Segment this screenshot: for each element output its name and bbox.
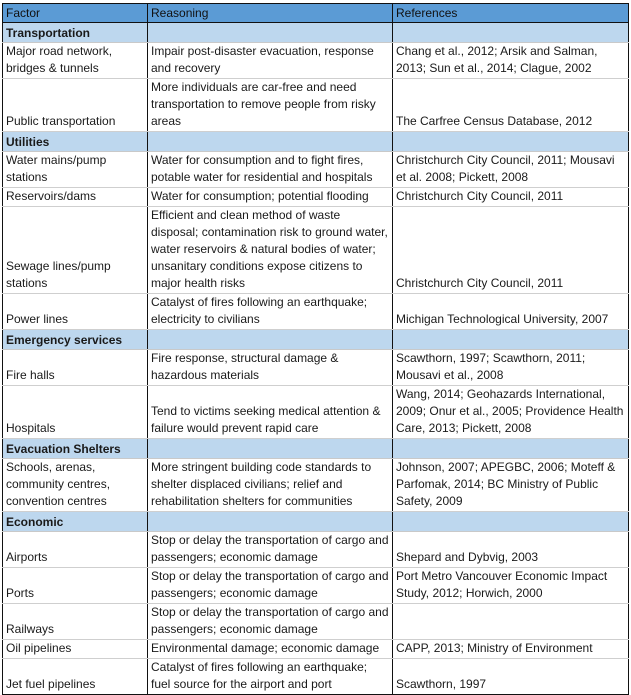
category-row [3,512,629,532]
table-row [3,604,629,640]
references-cell: Christchurch City Council, 2011 [393,207,629,294]
reasoning-cell: Impair post-disaster evacuation, response and recovery [148,43,393,79]
factor-cell: Schools, arenas, community centres, convention centres [3,459,148,512]
references-cell: Wang, 2014; Geohazards International, 2009; Onur et al., 2005; Providence Health Care, 2013; Pickett, 2008 [393,386,629,439]
reasoning-cell: Catalyst of fires following an earthquake; fuel source for the airport and port [148,659,393,695]
table-row [3,568,629,604]
factor-cell: Jet fuel pipelines [3,659,148,695]
table-row [3,640,629,659]
factor-cell: Power lines [3,294,148,330]
reasoning-cell: Catalyst of fires following an earthquake; electricity to civilians [148,294,393,330]
reasoning-cell: Environmental damage; economic damage [148,640,393,659]
table-row [3,532,629,568]
references-cell: Port Metro Vancouver Economic Impact Study, 2012; Horwich, 2000 [393,568,629,604]
table-row [3,459,629,512]
category-label: Utilities [3,132,148,152]
category-empty-cell [148,330,393,350]
reasoning-cell: Stop or delay the transportation of cargo and passengers; economic damage [148,568,393,604]
reasoning-cell: Efficient and clean method of waste disposal; contamination risk to ground water, water reservoirs & natural bodies of water; unsanitary conditions expose citizens to major health risks [148,207,393,294]
references-cell: Christchurch City Council, 2011 [393,188,629,207]
references-cell: Chang et al., 2012; Arsik and Salman, 2013; Sun et al., 2014; Clague, 2002 [393,43,629,79]
factor-cell: Major road network, bridges & tunnels [3,43,148,79]
factor-cell: Sewage lines/pump stations [3,207,148,294]
table-row [3,659,629,695]
references-cell: Christchurch City Council, 2011; Mousavi et al. 2008; Pickett, 2008 [393,152,629,188]
references-cell: CAPP, 2013; Ministry of Environment [393,640,629,659]
table-row [3,188,629,207]
table-row [3,79,629,132]
references-cell: Michigan Technological University, 2007 [393,294,629,330]
table-row [3,207,629,294]
factor-cell: Public transportation [3,79,148,132]
reasoning-cell: Stop or delay the transportation of cargo and passengers; economic damage [148,532,393,568]
factor-cell: Railways [3,604,148,640]
table-row [3,152,629,188]
category-row [3,330,629,350]
references-cell: Shepard and Dybvig, 2003 [393,532,629,568]
category-empty-cell [148,23,393,43]
category-empty-cell [148,439,393,459]
category-empty-cell [393,330,629,350]
category-label: Evacuation Shelters [3,439,148,459]
table-row [3,386,629,439]
header-row [3,4,629,23]
infrastructure-factors-table [2,3,629,695]
category-label: Economic [3,512,148,532]
factor-cell: Hospitals [3,386,148,439]
reasoning-cell: More individuals are car-free and need transportation to remove people from risky areas [148,79,393,132]
category-row [3,132,629,152]
references-cell: Johnson, 2007; APEGBC, 2006; Moteff & Parfomak, 2014; BC Ministry of Public Safety, 2009 [393,459,629,512]
reasoning-cell: Water for consumption; potential flooding [148,188,393,207]
column-header-reasoning: Reasoning [148,4,393,23]
references-cell [393,604,629,640]
category-row [3,23,629,43]
category-label: Transportation [3,23,148,43]
reasoning-cell: Fire response, structural damage & hazardous materials [148,350,393,386]
category-row [3,439,629,459]
reasoning-cell: Stop or delay the transportation of cargo and passengers; economic damage [148,604,393,640]
category-label: Emergency services [3,330,148,350]
reasoning-cell: Water for consumption and to fight fires, potable water for residential and hospitals [148,152,393,188]
category-empty-cell [148,512,393,532]
table-body [3,23,629,695]
reasoning-cell: Tend to victims seeking medical attention & failure would prevent rapid care [148,386,393,439]
factor-cell: Airports [3,532,148,568]
table-row [3,294,629,330]
factor-cell: Reservoirs/dams [3,188,148,207]
category-empty-cell [393,23,629,43]
category-empty-cell [393,512,629,532]
references-cell: The Carfree Census Database, 2012 [393,79,629,132]
references-cell: Scawthorn, 1997; Scawthorn, 2011; Mousavi et al., 2008 [393,350,629,386]
table-row [3,43,629,79]
references-cell: Scawthorn, 1997 [393,659,629,695]
factor-cell: Oil pipelines [3,640,148,659]
column-header-references: References [393,4,629,23]
column-header-factor: Factor [3,4,148,23]
category-empty-cell [148,132,393,152]
table-row [3,350,629,386]
reasoning-cell: More stringent building code standards to shelter displaced civilians; relief and rehabilitation shelters for communities [148,459,393,512]
factor-cell: Water mains/pump stations [3,152,148,188]
category-empty-cell [393,439,629,459]
factor-cell: Fire halls [3,350,148,386]
factor-cell: Ports [3,568,148,604]
category-empty-cell [393,132,629,152]
